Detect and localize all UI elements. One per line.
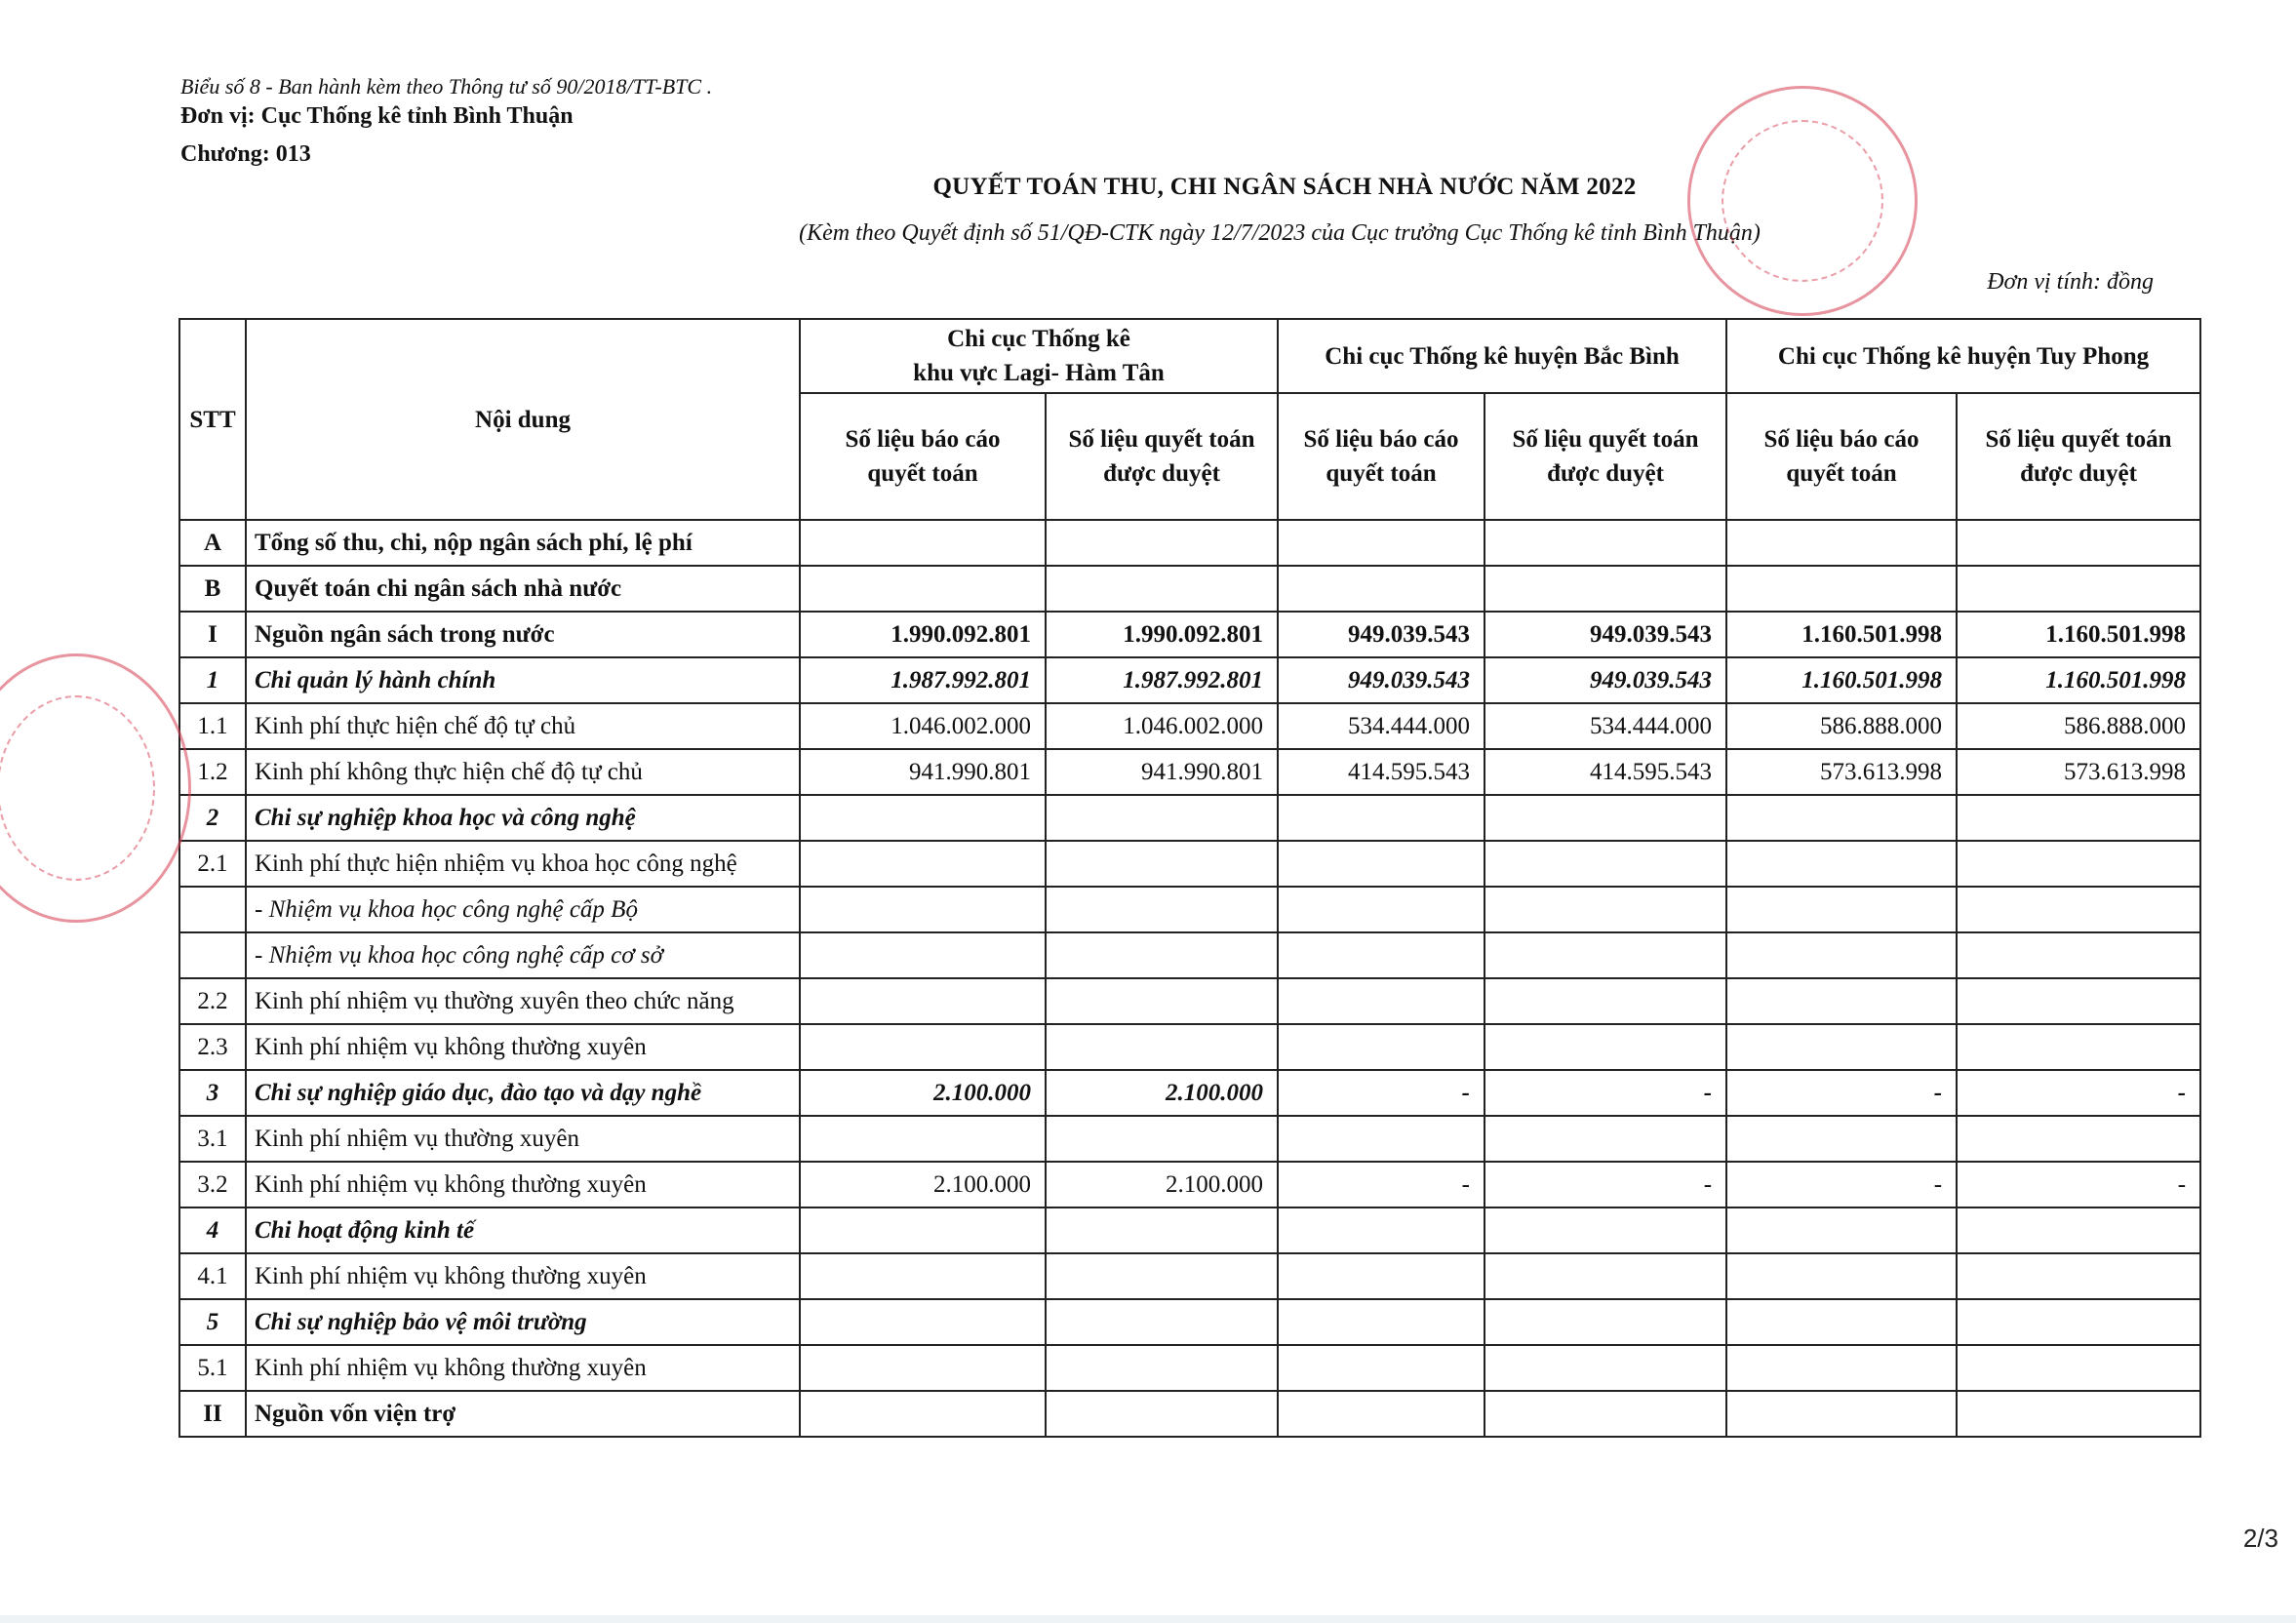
row-value: [1046, 1116, 1278, 1162]
row-value: [1278, 566, 1484, 612]
row-value: [800, 1345, 1046, 1391]
row-value: [1046, 1024, 1278, 1070]
group-header-lagi-ham-tan: [800, 319, 1278, 393]
table-row: [179, 932, 2200, 978]
row-stt: A: [179, 520, 246, 566]
row-value: [1957, 978, 2200, 1024]
page-bottom-strip: [0, 1615, 2296, 1623]
row-value: [1957, 841, 2200, 887]
row-value: [800, 520, 1046, 566]
row-content: Kinh phí thực hiện nhiệm vụ khoa học công nghệ: [246, 841, 800, 887]
row-stt: 4.1: [179, 1253, 246, 1299]
row-value: [1726, 795, 1957, 841]
row-value: [1484, 1345, 1726, 1391]
table-row: [179, 657, 2200, 703]
row-value: [800, 887, 1046, 932]
row-value: [1726, 1391, 1957, 1437]
row-value: [1957, 795, 2200, 841]
row-value: [1484, 520, 1726, 566]
row-value: [800, 841, 1046, 887]
row-stt: 5: [179, 1299, 246, 1345]
subheader-approved: Số liệu quyết toán được duyệt: [1484, 393, 1726, 520]
header-stt: STT: [179, 319, 246, 520]
row-stt: 2.3: [179, 1024, 246, 1070]
row-stt: 4: [179, 1207, 246, 1253]
table-row: [179, 703, 2200, 749]
group-header-line: Chi cục Thống kê huyện Bắc Bình: [1325, 342, 1680, 370]
row-value: [1484, 795, 1726, 841]
row-value: [1957, 1024, 2200, 1070]
row-value: [1484, 1207, 1726, 1253]
row-value: 586.888.000: [1957, 703, 2200, 749]
issuing-unit: Đơn vị: Cục Thống kê tỉnh Bình Thuận: [180, 103, 574, 129]
row-value: [1046, 1345, 1278, 1391]
row-value: 1.046.002.000: [800, 703, 1046, 749]
row-value: 534.444.000: [1484, 703, 1726, 749]
row-value: [1278, 1116, 1484, 1162]
subheader-approved: Số liệu quyết toán được duyệt: [1957, 393, 2200, 520]
row-content: Chi sự nghiệp khoa học và công nghệ: [246, 795, 800, 841]
row-stt: [179, 932, 246, 978]
subheader-report: Số liệu báo cáo quyết toán: [800, 393, 1046, 520]
document-title: QUYẾT TOÁN THU, CHI NGÂN SÁCH NHÀ NƯỚC NĂM 2022: [932, 174, 1637, 200]
row-value: [1726, 1299, 1957, 1345]
row-value: 941.990.801: [800, 749, 1046, 795]
table-row: [179, 566, 2200, 612]
row-value: [1046, 978, 1278, 1024]
row-content: Kinh phí nhiệm vụ không thường xuyên: [246, 1024, 800, 1070]
row-value: -: [1957, 1162, 2200, 1207]
row-value: [1484, 1391, 1726, 1437]
row-value: [1046, 887, 1278, 932]
row-value: [1957, 1207, 2200, 1253]
row-value: [1726, 1116, 1957, 1162]
seal-inner-ring: [1722, 120, 1883, 282]
row-value: [800, 795, 1046, 841]
row-stt: 3.1: [179, 1116, 246, 1162]
row-value: 534.444.000: [1278, 703, 1484, 749]
table-row: [179, 1070, 2200, 1116]
table-row: [179, 1162, 2200, 1207]
row-value: [1957, 566, 2200, 612]
row-content: Chi hoạt động kinh tế: [246, 1207, 800, 1253]
row-value: [1484, 841, 1726, 887]
row-value: [1957, 1299, 2200, 1345]
row-value: [1278, 1345, 1484, 1391]
table-row: [179, 1024, 2200, 1070]
row-value: [1484, 887, 1726, 932]
row-value: 2.100.000: [800, 1162, 1046, 1207]
row-value: 573.613.998: [1726, 749, 1957, 795]
table-body: [179, 520, 2200, 1437]
official-seal-icon: [0, 653, 191, 923]
row-value: -: [1278, 1070, 1484, 1116]
row-value: [1046, 1391, 1278, 1437]
row-value: [800, 932, 1046, 978]
row-stt: 1.2: [179, 749, 246, 795]
row-value: 949.039.543: [1278, 612, 1484, 657]
row-content: Chi quản lý hành chính: [246, 657, 800, 703]
table-row: [179, 1391, 2200, 1437]
group-header-bac-binh: [1278, 319, 1726, 393]
row-value: [1957, 932, 2200, 978]
table-row: [179, 612, 2200, 657]
row-value: 1.046.002.000: [1046, 703, 1278, 749]
row-value: [1957, 1116, 2200, 1162]
row-value: [1957, 887, 2200, 932]
group-header-line: Chi cục Thống kê huyện Tuy Phong: [1777, 342, 2150, 370]
row-stt: II: [179, 1391, 246, 1437]
group-header-line: Chi cục Thống kê: [947, 326, 1130, 352]
row-value: [800, 1024, 1046, 1070]
row-value: [1046, 566, 1278, 612]
row-value: 949.039.543: [1278, 657, 1484, 703]
table-row: [179, 887, 2200, 932]
row-value: [1484, 978, 1726, 1024]
row-value: [1278, 1253, 1484, 1299]
row-value: [1484, 566, 1726, 612]
form-reference-note: Biểu số 8 - Ban hành kèm theo Thông tư số 90/2018/TT-BTC .: [180, 74, 713, 99]
row-value: [1726, 841, 1957, 887]
table-row: [179, 1345, 2200, 1391]
row-value: [1278, 795, 1484, 841]
row-value: [1046, 1299, 1278, 1345]
row-content: - Nhiệm vụ khoa học công nghệ cấp Bộ: [246, 887, 800, 932]
row-value: [800, 1253, 1046, 1299]
row-value: -: [1726, 1162, 1957, 1207]
row-value: 1.160.501.998: [1726, 657, 1957, 703]
row-value: [1726, 1024, 1957, 1070]
seal-inner-ring: [0, 695, 155, 881]
row-content: Chi sự nghiệp giáo dục, đào tạo và dạy nghề: [246, 1070, 800, 1116]
page-number: 2/3: [2242, 1524, 2278, 1553]
row-value: [1278, 1207, 1484, 1253]
row-value: [1957, 1345, 2200, 1391]
row-content: Kinh phí thực hiện chế độ tự chủ: [246, 703, 800, 749]
row-value: [1278, 887, 1484, 932]
row-value: 1.160.501.998: [1726, 612, 1957, 657]
row-stt: 3.2: [179, 1162, 246, 1207]
row-value: 1.990.092.801: [800, 612, 1046, 657]
table-row: [179, 841, 2200, 887]
row-stt: 2.1: [179, 841, 246, 887]
row-stt: 2: [179, 795, 246, 841]
row-value: [1726, 1207, 1957, 1253]
row-value: [800, 1391, 1046, 1437]
row-value: [800, 978, 1046, 1024]
row-value: 414.595.543: [1278, 749, 1484, 795]
row-stt: I: [179, 612, 246, 657]
row-content: Quyết toán chi ngân sách nhà nước: [246, 566, 800, 612]
row-value: -: [1726, 1070, 1957, 1116]
row-value: 1.987.992.801: [1046, 657, 1278, 703]
row-value: [800, 1207, 1046, 1253]
row-value: [1484, 1253, 1726, 1299]
table-row: [179, 1116, 2200, 1162]
row-value: 2.100.000: [1046, 1070, 1278, 1116]
subheader-approved: Số liệu quyết toán được duyệt: [1046, 393, 1278, 520]
row-value: 1.160.501.998: [1957, 657, 2200, 703]
currency-unit: Đơn vị tính: đồng: [1987, 269, 2154, 295]
row-value: 414.595.543: [1484, 749, 1726, 795]
row-value: -: [1484, 1162, 1726, 1207]
row-value: 586.888.000: [1726, 703, 1957, 749]
row-content: Kinh phí nhiệm vụ không thường xuyên: [246, 1345, 800, 1391]
row-value: [1046, 1253, 1278, 1299]
row-content: Tổng số thu, chi, nộp ngân sách phí, lệ phí: [246, 520, 800, 566]
row-value: 941.990.801: [1046, 749, 1278, 795]
row-value: [1046, 520, 1278, 566]
row-value: [1484, 1024, 1726, 1070]
table-row: [179, 1253, 2200, 1299]
row-value: 2.100.000: [800, 1070, 1046, 1116]
row-stt: [179, 887, 246, 932]
row-value: [1278, 1024, 1484, 1070]
row-value: [1484, 1299, 1726, 1345]
row-value: -: [1278, 1162, 1484, 1207]
row-value: [1726, 566, 1957, 612]
row-value: [1278, 520, 1484, 566]
row-value: [800, 1116, 1046, 1162]
budget-chapter: Chương: 013: [180, 141, 311, 167]
document-subtitle: (Kèm theo Quyết định số 51/QĐ-CTK ngày 12/7/2023 của Cục trưởng Cục Thống kê tỉnh Bình Thuận): [799, 220, 1761, 246]
row-value: 949.039.543: [1484, 612, 1726, 657]
row-value: [1726, 1345, 1957, 1391]
row-value: [1484, 932, 1726, 978]
row-value: [800, 1299, 1046, 1345]
row-value: 949.039.543: [1484, 657, 1726, 703]
row-value: [1726, 520, 1957, 566]
row-value: 1.990.092.801: [1046, 612, 1278, 657]
row-content: Chi sự nghiệp bảo vệ môi trường: [246, 1299, 800, 1345]
table-row: [179, 749, 2200, 795]
subheader-report: Số liệu báo cáo quyết toán: [1726, 393, 1957, 520]
row-stt: 5.1: [179, 1345, 246, 1391]
row-value: -: [1484, 1070, 1726, 1116]
row-value: -: [1957, 1070, 2200, 1116]
row-value: [1957, 1253, 2200, 1299]
table-row: [179, 1299, 2200, 1345]
row-value: [1726, 932, 1957, 978]
table-row: [179, 1207, 2200, 1253]
row-content: Kinh phí nhiệm vụ thường xuyên: [246, 1116, 800, 1162]
row-content: Kinh phí không thực hiện chế độ tự chủ: [246, 749, 800, 795]
row-content: Nguồn vốn viện trợ: [246, 1391, 800, 1437]
subheader-report: Số liệu báo cáo quyết toán: [1278, 393, 1484, 520]
group-header-line: khu vực Lagi- Hàm Tân: [913, 360, 1165, 386]
row-value: [1046, 795, 1278, 841]
row-stt: 1: [179, 657, 246, 703]
row-value: [1726, 978, 1957, 1024]
row-content: Kinh phí nhiệm vụ không thường xuyên: [246, 1253, 800, 1299]
row-value: [1726, 1253, 1957, 1299]
table-row: [179, 795, 2200, 841]
row-value: [1726, 887, 1957, 932]
row-content: Nguồn ngân sách trong nước: [246, 612, 800, 657]
row-value: [1278, 978, 1484, 1024]
row-value: [800, 566, 1046, 612]
row-value: [1046, 932, 1278, 978]
row-value: 1.987.992.801: [800, 657, 1046, 703]
row-stt: 1.1: [179, 703, 246, 749]
budget-settlement-table: [178, 318, 2201, 1438]
row-value: [1278, 1391, 1484, 1437]
row-value: [1278, 1299, 1484, 1345]
row-value: 1.160.501.998: [1957, 612, 2200, 657]
row-value: [1484, 1116, 1726, 1162]
row-content: Kinh phí nhiệm vụ không thường xuyên: [246, 1162, 800, 1207]
row-content: - Nhiệm vụ khoa học công nghệ cấp cơ sở: [246, 932, 800, 978]
row-value: [1046, 1207, 1278, 1253]
row-stt: 2.2: [179, 978, 246, 1024]
table-row: [179, 978, 2200, 1024]
row-value: [1278, 841, 1484, 887]
row-content: Kinh phí nhiệm vụ thường xuyên theo chức năng: [246, 978, 800, 1024]
table-row: [179, 520, 2200, 566]
row-value: 573.613.998: [1957, 749, 2200, 795]
row-value: [1957, 520, 2200, 566]
row-stt: 3: [179, 1070, 246, 1116]
official-seal-icon: [1687, 86, 1918, 316]
row-value: [1278, 932, 1484, 978]
row-stt: B: [179, 566, 246, 612]
group-header-tuy-phong: [1726, 319, 2200, 393]
row-value: 2.100.000: [1046, 1162, 1278, 1207]
row-value: [1046, 841, 1278, 887]
header-content: Nội dung: [246, 319, 800, 520]
row-value: [1957, 1391, 2200, 1437]
